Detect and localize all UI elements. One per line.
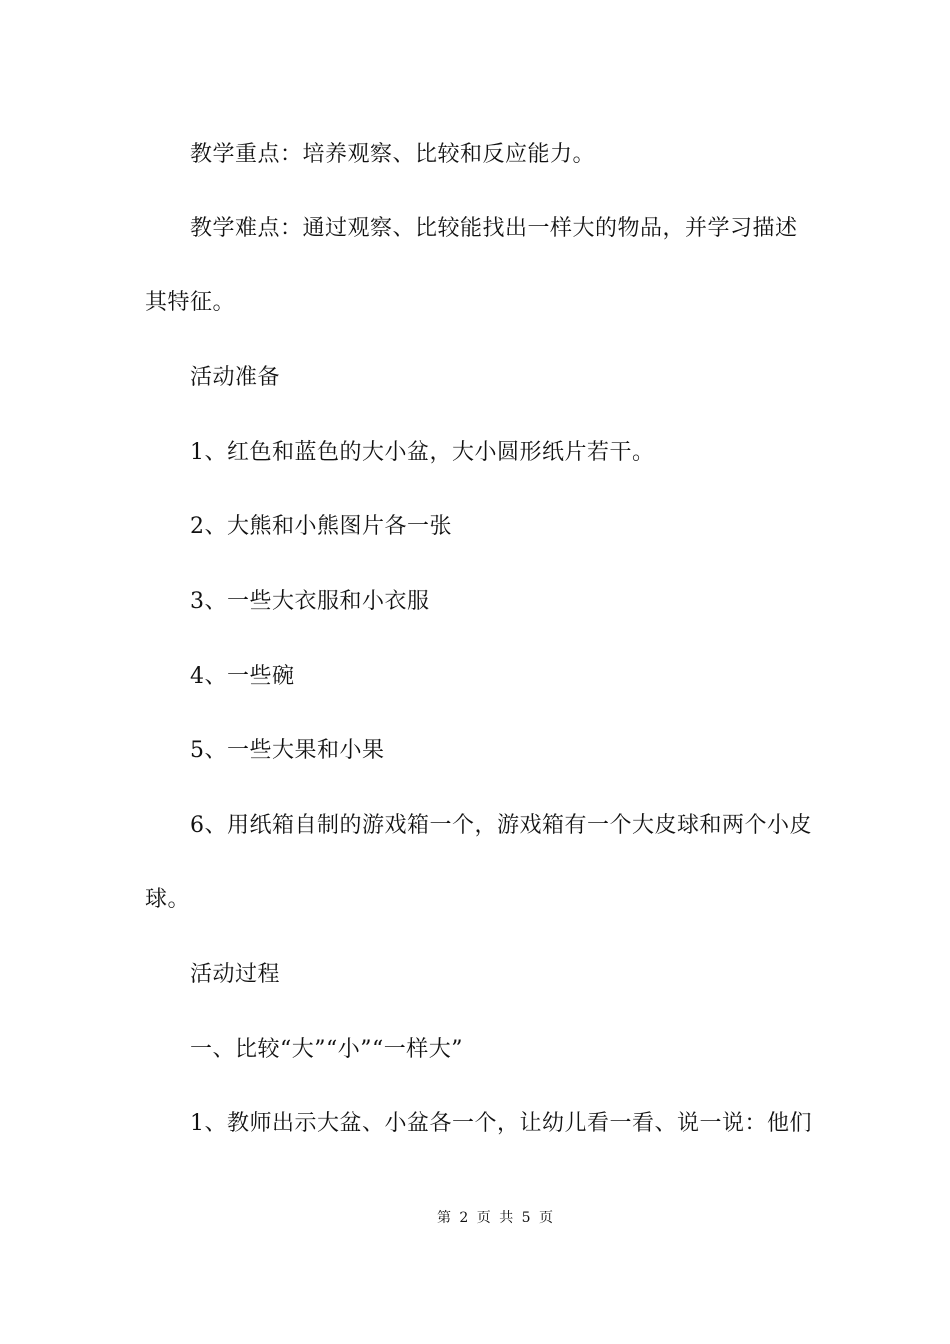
- prep-item-6-cont: 球。: [145, 887, 191, 912]
- prep-item-6: 6、用纸箱自制的游戏箱一个，游戏箱有一个大皮球和两个小皮: [190, 813, 812, 838]
- teaching-difficulty: 教学难点：通过观察、比较能找出一样大的物品，并学习描述: [190, 216, 798, 241]
- prep-item-3: 3、一些大衣服和小衣服: [190, 589, 430, 614]
- prep-item-4: 4、一些碗: [190, 664, 295, 689]
- process-step-1-title: 一、比较“大”“小”“一样大”: [190, 1037, 463, 1062]
- prep-item-5: 5、一些大果和小果: [190, 738, 385, 763]
- process-step-1-1: 1、教师出示大盆、小盆各一个，让幼儿看一看、说一说：他们: [190, 1111, 812, 1136]
- footer-mid1: 页: [476, 1210, 491, 1226]
- section-heading-preparation: 活动准备: [190, 365, 281, 390]
- footer-prefix: 第: [436, 1210, 451, 1226]
- footer-total-pages: 5: [521, 1210, 531, 1226]
- page-footer: [0, 1208, 950, 1228]
- footer-mid2: 共: [499, 1210, 514, 1226]
- prep-item-1: 1、红色和蓝色的大小盆，大小圆形纸片若干。: [190, 440, 655, 465]
- teaching-key-point: 教学重点：培养观察、比较和反应能力。: [190, 142, 596, 167]
- footer-current-page: 2: [459, 1210, 469, 1226]
- footer-suffix: 页: [539, 1210, 554, 1226]
- section-heading-process: 活动过程: [190, 962, 281, 987]
- teaching-difficulty-cont: 其特征。: [145, 290, 236, 315]
- prep-item-2: 2、大熊和小熊图片各一张: [190, 514, 452, 539]
